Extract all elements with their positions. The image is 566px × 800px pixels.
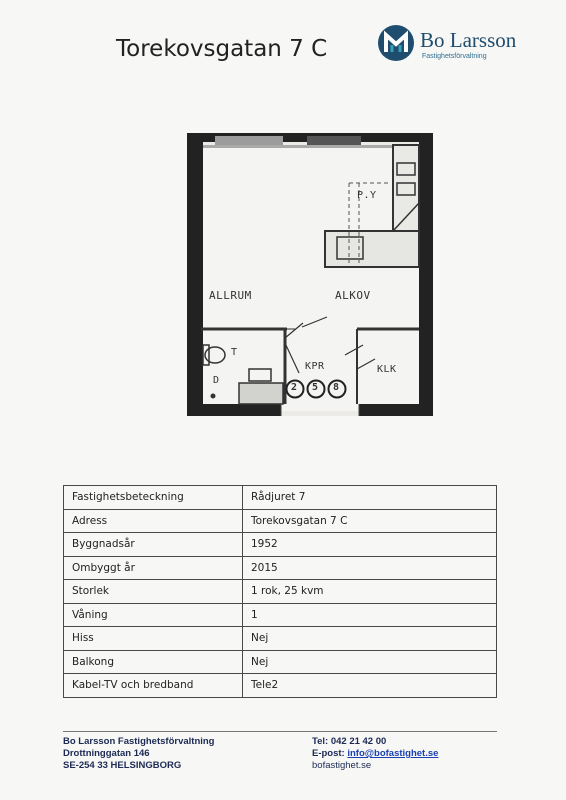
table-cell-key: Fastighetsbeteckning <box>64 486 243 510</box>
footer-street: Drottninggatan 146 <box>63 748 150 759</box>
footer-contact <box>312 736 438 772</box>
plan-label-t: T <box>231 347 238 358</box>
table-cell-key: Balkong <box>64 650 243 674</box>
property-info-body <box>64 486 497 698</box>
table-row <box>64 533 497 557</box>
footer-company: Bo Larsson Fastighetsförvaltning <box>63 736 215 747</box>
table-row <box>64 486 497 510</box>
table-cell-value: Tele2 <box>243 674 497 698</box>
table-cell-key: Storlek <box>64 580 243 604</box>
table-row <box>64 603 497 627</box>
table-cell-value: Nej <box>243 650 497 674</box>
table-row <box>64 580 497 604</box>
table-cell-key: Våning <box>64 603 243 627</box>
table-cell-key: Adress <box>64 509 243 533</box>
floor-plan <box>187 133 433 416</box>
footer-website[interactable]: bofastighet.se <box>312 760 372 771</box>
table-row <box>64 509 497 533</box>
logo-name: Bo Larsson <box>420 28 517 52</box>
footer-divider <box>63 731 497 732</box>
plan-label-klk: KLK <box>377 364 397 375</box>
footer-email-line <box>312 748 438 760</box>
table-cell-value: Torekovsgatan 7 C <box>243 509 497 533</box>
footer-email-link[interactable]: info@bofastighet.se <box>347 748 439 759</box>
company-logo <box>377 24 537 64</box>
table-cell-key: Ombyggt år <box>64 556 243 580</box>
footer-email-label: E-post: <box>312 748 348 759</box>
plan-circle-label: 2 <box>291 382 298 393</box>
table-cell-value: 2015 <box>243 556 497 580</box>
logo-subtitle: Fastighetsförvaltning <box>422 53 487 60</box>
table-cell-key: Byggnadsår <box>64 533 243 557</box>
table-cell-value: 1 <box>243 603 497 627</box>
table-cell-value: Rådjuret 7 <box>243 486 497 510</box>
table-cell-value: Nej <box>243 627 497 651</box>
plan-label-py: P.Y <box>357 190 377 201</box>
table-cell-key: Kabel-TV och bredband <box>64 674 243 698</box>
table-cell-key: Hiss <box>64 627 243 651</box>
plan-circle-label: 8 <box>333 382 340 393</box>
property-info-table <box>63 485 497 698</box>
table-cell-value: 1952 <box>243 533 497 557</box>
plan-label-allrum: ALLRUM <box>209 289 252 302</box>
table-row <box>64 650 497 674</box>
table-row <box>64 556 497 580</box>
page-title: Torekovsgatan 7 C <box>116 36 328 62</box>
footer-postal: SE-254 33 HELSINGBORG <box>63 760 182 771</box>
plan-label-alkov: ALKOV <box>335 289 371 302</box>
table-row <box>64 674 497 698</box>
table-row <box>64 627 497 651</box>
footer-phone: Tel: 042 21 42 00 <box>312 736 387 747</box>
plan-label-d: D <box>213 375 220 386</box>
logo-mark-icon <box>377 24 415 62</box>
plan-label-kpr: KPR <box>305 361 325 372</box>
table-cell-value: 1 rok, 25 kvm <box>243 580 497 604</box>
footer-address <box>63 736 215 772</box>
plan-circle-label: 5 <box>312 382 319 393</box>
